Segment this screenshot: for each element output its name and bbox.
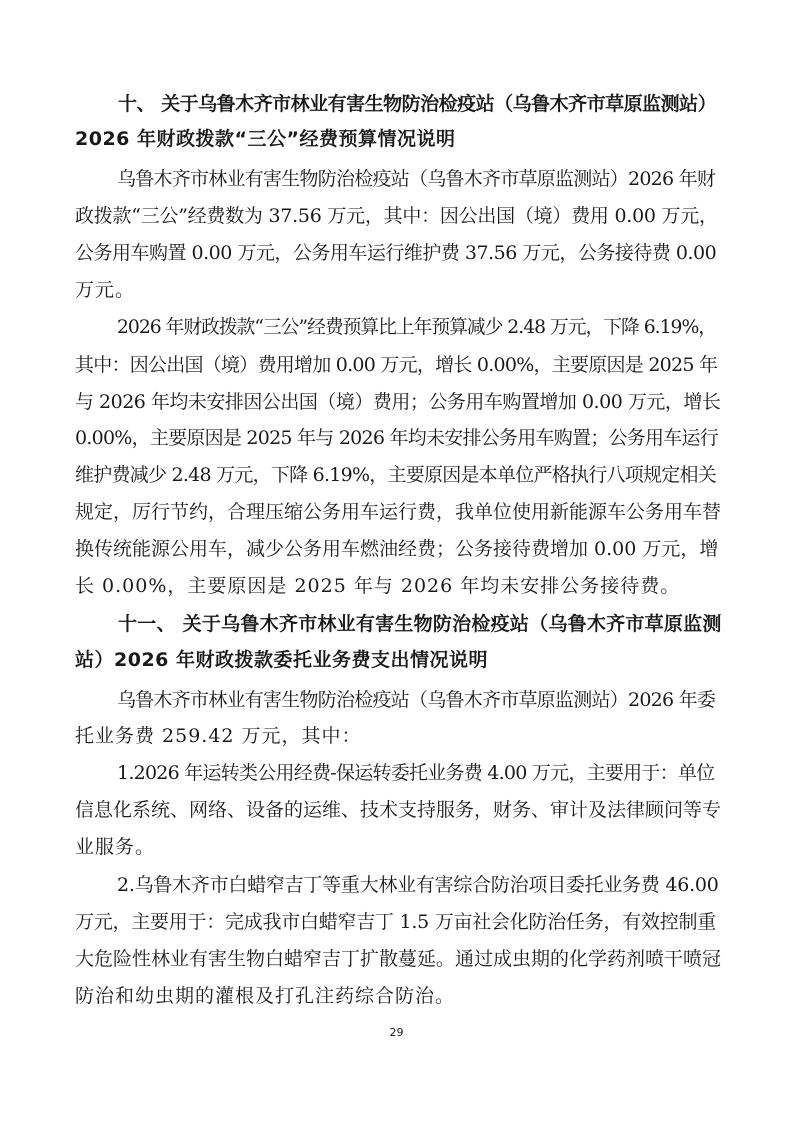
page-number: 29 bbox=[389, 1026, 404, 1039]
section-10-para-2-line-6: 规定，厉行节约，合理压缩公务用车运行费，我单位使用新能源车公务用车替 bbox=[75, 501, 722, 523]
section-10-heading-line-2: 2026 年财政拨款“三公”经费预算情况说明 bbox=[75, 128, 456, 150]
section-10-para-1-line-2: 政拨款“三公”经费数为 37.56 万元，其中：因公出国（境）费用 0.00 万元， bbox=[75, 205, 718, 227]
section-10-para-2-line-5: 维护费减少 2.48 万元，下降 6.19%，主要原因是本单位严格执行八项规定相关 bbox=[75, 464, 717, 486]
section-11-para-1-line-2: 托业务费 259.42 万元，其中： bbox=[75, 725, 362, 747]
section-11-heading-line-2: 站）2026 年财政拨款委托业务费支出情况说明 bbox=[75, 649, 488, 671]
section-10-para-1-line-3: 公务用车购置 0.00 万元，公务用车运行维护费 37.56 万元，公务接待费 0.00 bbox=[75, 242, 717, 264]
section-11-item-2-line-4: 防治和幼虫期的灌根及打孔注药综合防治。 bbox=[75, 985, 456, 1007]
section-11-item-1-line-2: 信息化系统、网络、设备的运维、技术支持服务，财务、审计及法律顾问等专 bbox=[75, 799, 722, 821]
section-11-item-2-line-1: 2.乌鲁木齐市白蜡窄吉丁等重大林业有害综合防治项目委托业务费 46.00 bbox=[117, 874, 719, 896]
section-10-para-2-line-4: 0.00%，主要原因是 2025 年与 2026 年均未安排公务用车购置；公务用车运行 bbox=[75, 427, 718, 449]
section-10-para-2-line-3: 与 2026 年均未安排因公出国（境）费用；公务用车购置增加 0.00 万元，增长 bbox=[75, 391, 721, 413]
section-11-para-1-line-1: 乌鲁木齐市林业有害生物防治检疫站（乌鲁木齐市草原监测站）2026 年委 bbox=[117, 689, 716, 711]
section-10-para-2-line-7: 换传统能源公用车，减少公务用车燃油经费；公务接待费增加 0.00 万元，增 bbox=[75, 538, 719, 560]
section-11-item-2-line-3: 大危险性林业有害生物白蜡窄吉丁扩散蔓延。通过成虫期的化学药剂喷干喷冠 bbox=[75, 948, 722, 970]
section-11-item-1-line-1: 1.2026 年运转类公用经费-保运转委托业务费 4.00 万元，主要用于：单位 bbox=[117, 762, 715, 784]
section-10-para-1-line-4: 万元。 bbox=[75, 279, 136, 301]
section-10-para-1-line-1: 乌鲁木齐市林业有害生物防治检疫站（乌鲁木齐市草原监测站）2026 年财 bbox=[117, 168, 716, 190]
section-10-para-2-line-8: 长 0.00%，主要原因是 2025 年与 2026 年均未安排公务接待费。 bbox=[75, 575, 681, 597]
section-11-item-1-line-3: 业服务。 bbox=[75, 836, 156, 858]
section-10-heading-line-1: 十、 关于乌鲁木齐市林业有害生物防治检疫站（乌鲁木齐市草原监测站） bbox=[118, 93, 717, 115]
section-11-item-2-line-2: 万元，主要用于：完成我市白蜡窄吉丁 1.5 万亩社会化防治任务，有效控制重 bbox=[75, 911, 717, 933]
section-10-para-2-line-2: 其中：因公出国（境）费用增加 0.00 万元，增长 0.00%，主要原因是 2025 年 bbox=[75, 354, 718, 376]
section-10-para-2-line-1: 2026 年财政拨款“三公”经费预算比上年预算减少 2.48 万元，下降 6.19%， bbox=[117, 317, 717, 338]
section-11-heading-line-1: 十一、 关于乌鲁木齐市林业有害生物防治检疫站（乌鲁木齐市草原监测 bbox=[118, 613, 722, 635]
